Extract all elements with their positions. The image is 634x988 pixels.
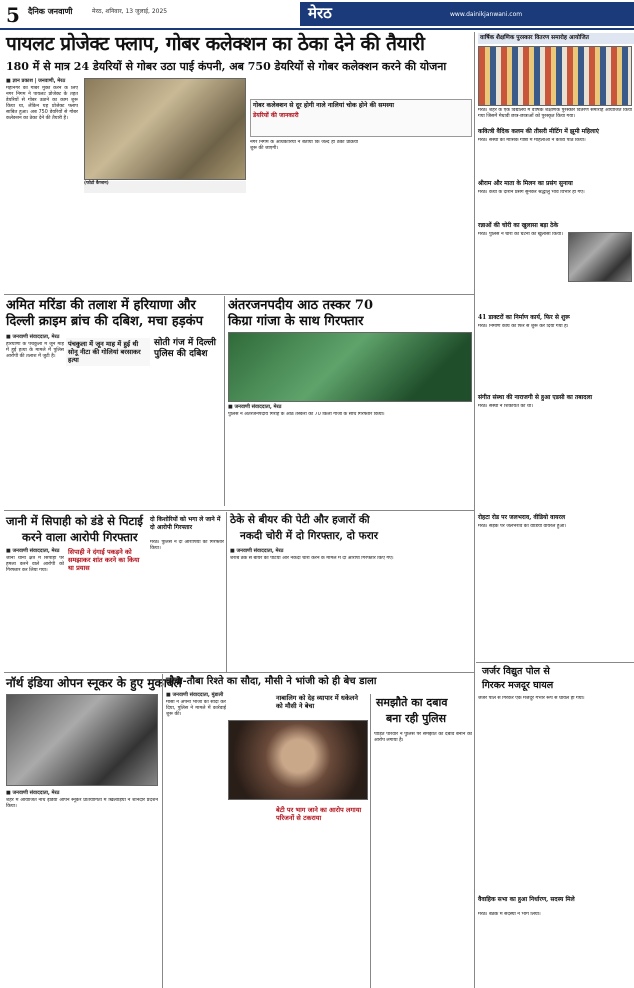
samjhaute-headline-1: समझौते का दबाव [376, 696, 448, 709]
beer-body: शराब ठेके से बीयर की पेटियां और नकदी चोरी करने के मामले में दो आरोपी गिरफ्तार किए गए। [230, 556, 394, 561]
divider-3 [4, 510, 474, 511]
divider-2 [224, 296, 225, 506]
right-body-5: मेरठ। निर्माण कार्य को फिर से शुरू कर दिया गया है। [478, 324, 569, 329]
right-top-body: मेरठ। शहर के एक विद्यालय में वार्षिक शैक्षणिक पुरस्कार वितरण समारोह आयोजित किया गया जिसमें मेधावी छात्र-छात्राओं को पुरस्कृत किया गया। [478, 108, 632, 120]
column-divider-right [474, 32, 475, 988]
theft-photo [568, 232, 632, 282]
tauba-photo [228, 720, 368, 800]
jani-headline-1: जानी में सिपाही को डंडे से पिटाई [6, 514, 143, 528]
beer-headline-1: ठेके से बीयर की पेटी और हजारों की [230, 514, 370, 526]
snooker-byline: ■ जनवाणी संवाददाता, मेरठ [6, 790, 60, 796]
right-body-7: मेरठ। सड़क पर जलभराव का वीडियो वायरल हुआ। [478, 524, 567, 529]
masthead [0, 0, 634, 30]
jani-byline: ■ जनवाणी संवाददाता, मेरठ [6, 548, 60, 554]
lead-body-1: महानगर को गोबर मुक्त करने के लिए नगर निगम ने पायलट प्रोजेक्ट के तहत डेयरियों से गोबर उठाने का काम शुरू किया था, लेकिन यह प्रोजेक्ट फ्लाप साबित हुआ। अब 750 डेयरियों से गोबर कलेक्शन का ठेका देने की तैयारी है। [6, 86, 78, 122]
right-body-3: मेरठ। कथा के दौरान प्रसंग सुनकर श्रद्धालु भाव विभोर हो गए। [478, 190, 585, 195]
lead-byline: ■ ज्ञान प्रकाश | जनवाणी, मेरठ [6, 78, 66, 84]
divider-6 [162, 674, 163, 988]
lead-inset-box-title: डेयरियों की जानकारी [253, 111, 299, 119]
haryana-headline-2: दिल्ली क्राइम ब्रांच की दबिश, मचा हड़कंप [6, 314, 204, 329]
paper-url: www.dainikjanwani.com [450, 11, 523, 18]
page-number: 5 [6, 3, 20, 27]
tauba-inset-2: बेटी पर भाग जाने का आरोप लगाया परिजनों से टकराया [276, 806, 362, 822]
right-headline-5: 41 डाक्टरों का निर्माण कार्य, फिर से शुरू [478, 314, 570, 321]
divider-7 [370, 694, 371, 988]
ganja-body: पुलिस ने अंतरजनपदीय गिरोह के आठ तस्करों को 70 किलो गांजा के साथ गिरफ्तार किया। [228, 412, 385, 417]
divider-8 [476, 662, 634, 663]
lead-subheadline: 180 में से मात्र 24 डेयरियों से गोबर उठा पाई कंपनी, अब 750 डेयरियों से गोबर कलेक्शन करने की योजना [6, 60, 447, 73]
snooker-photo [6, 694, 158, 786]
haryana-body: हरियाणा के पंचकुला में जून माह में हुई हत्या के मामले में पुलिस आरोपी की तलाश में जुटी है। [6, 342, 64, 360]
city-name: मेरठ [308, 4, 332, 22]
haryana-inset-2: सोती गंज में दिल्ली पुलिस की दबिश [154, 338, 217, 359]
jarjar-body-2: मेरठ। बैठक में सदस्यों ने भाग लिया। [478, 912, 541, 917]
tauba-inset-1: नाबालिग को देह व्यापार में धकेलने को मौसी ने बेचा [276, 694, 358, 710]
lead-column-4 [362, 99, 470, 289]
jarjar-headline-1: जर्जर विद्युत पोल से [482, 666, 550, 677]
right-top-banner [478, 33, 634, 44]
ganja-byline: ■ जनवाणी संवाददाता, मेरठ [228, 404, 282, 410]
award-ceremony-photo [478, 46, 632, 106]
tauba-body-2 [228, 830, 368, 984]
samjhaute-headline-2: बना रही पुलिस [386, 712, 447, 725]
right-headline-3: श्रीराम और माता के मिलन का प्रसंग सुनाया [478, 180, 573, 187]
kishore-body: मेरठ। पुलिस ने दो आरोपियों को गिरफ्तार किया। [150, 540, 224, 552]
lead-column-1 [6, 86, 78, 286]
lead-headline: पायलट प्रोजेक्ट फ्लाप, गोबर कलेक्शन का ठेका देने की तैयारी [6, 33, 425, 55]
jani-headline-2: करने वाला आरोपी गिरफ्तार [22, 530, 138, 544]
right-headline-2: कवित्त्री वैदिक कलम की तीसरी मीटिंग में झूमी महिलाएं [478, 128, 599, 135]
ganja-headline-1: अंतरजनपदीय आठ तस्कर 70 [228, 298, 373, 313]
kishore-headline: दो किशोरियों को भगा ले जाने में दो आरोपी गिरफ्तार [150, 516, 221, 531]
haryana-byline: ■ जनवाणी संवाददाता, मेरठ [6, 334, 60, 340]
city-banner [300, 2, 634, 26]
haryana-headline-1: अमित मरिंडा की तलाश में हरियाणा और [6, 298, 196, 313]
lead-body-3: नगर निगम के अधिकारियों ने बताया कि जल्द ही ठेका प्रक्रिया शुरू की जाएगी। [250, 140, 358, 152]
right-body-2: मेरठ। संस्था की मासिक गोष्ठी में महिलाओं ने काव्य पाठ किया। [478, 138, 586, 143]
jani-body: जानी थाना क्षेत्र में सिपाही पर हमला करने वाले आरोपी को गिरफ्तार कर लिया गया। [6, 556, 64, 574]
tauba-byline: ■ जनवाणी संवाददाता, मुंडाली [166, 692, 224, 698]
divider-1 [4, 294, 474, 295]
ganja-headline-2: किग्रा गांजा के साथ गिरफ्तार [228, 314, 364, 329]
beer-headline-2: नकदी चोरी में दो गिरफ्तार, दो फरार [240, 530, 379, 542]
right-body-6: मेरठ। संस्था ने शिकायत की थी। [478, 404, 534, 409]
jani-body-2 [68, 590, 146, 668]
lead-column-3 [250, 140, 358, 290]
date-line: मेरठ, शनिवार, 13 जुलाई, 2025 [92, 8, 168, 15]
masthead-rule [0, 28, 634, 30]
right-headline-6: संगीत संस्था की नाराजगी से हुआ एडसी का तबादला [478, 394, 593, 401]
beer-byline: ■ जनवाणी संवाददाता, मेरठ [230, 548, 284, 554]
haryana-body-2 [66, 372, 220, 507]
snooker-body: शहर में आयोजित नॉर्थ इंडिया ओपन स्नूकर प्रतियोगिता में खिलाड़ियों ने शानदार प्रदर्शन किया। [6, 798, 158, 810]
right-headline-7: रोहटा रोड पर जलभराव, वीडियो वायरल [478, 514, 566, 521]
jarjar-headline-2: गिरकर मजदूर घायल [482, 680, 554, 691]
right-body-4: मेरठ। पुलिस ने चोरी की घटना का खुलासा किया। [478, 232, 563, 237]
divider-4 [226, 512, 227, 672]
ganja-photo [228, 332, 472, 402]
snooker-headline: नॉर्थ इंडिया ओपन स्नूकर के हुए मुकाबले [6, 676, 182, 690]
paper-name: दैनिक जनवाणी [28, 7, 73, 16]
tauba-body: मौसी ने अपनी भांजी का सौदा कर दिया, पुलिस ने मामले में कार्रवाई शुरू की। [166, 700, 226, 718]
lead-inset-headline: गोबर कलेक्शन से दूर होगी नाले नालियां चोक होने की समस्या [253, 102, 395, 109]
right-headline-4: रन्नाओं की चोरी का खुलासा बड़ा ठेके [478, 222, 559, 229]
jani-inset: सिपाही ने दंगाई पकड़ने को समझाकर शांत करने का किया था प्रयास [68, 548, 140, 572]
right-top-headline: वार्षिक शैक्षणिक पुरस्कार वितरण समारोह आयोजित [480, 35, 589, 41]
jarjar-headline-3: वैवाहिक सभा का हुआ निर्धारण, सदस्य मिले [478, 896, 575, 903]
jarjar-body: जर्जर पोल से गिरकर एक मजदूर गंभीर रूप से घायल हो गया। [478, 696, 585, 701]
samjhaute-body: पीड़ित परिवार ने पुलिस पर समझौते का दबाव बनाने का आरोप लगाया है। [374, 732, 472, 744]
haryana-inset-1: पंचकुला में जून माह में हुई थी सोनू नीटा की गोलियां बरसाकर हत्या [66, 338, 150, 366]
lead-photo [84, 78, 246, 180]
divider-5 [4, 672, 474, 673]
lead-photo-caption: (फोटो कैप्शन) [84, 181, 246, 193]
tauba-headline: तौबा-तौबा रिश्ते का सौदा, मौसी ने भांजी को ही बेच डाला [166, 676, 377, 687]
